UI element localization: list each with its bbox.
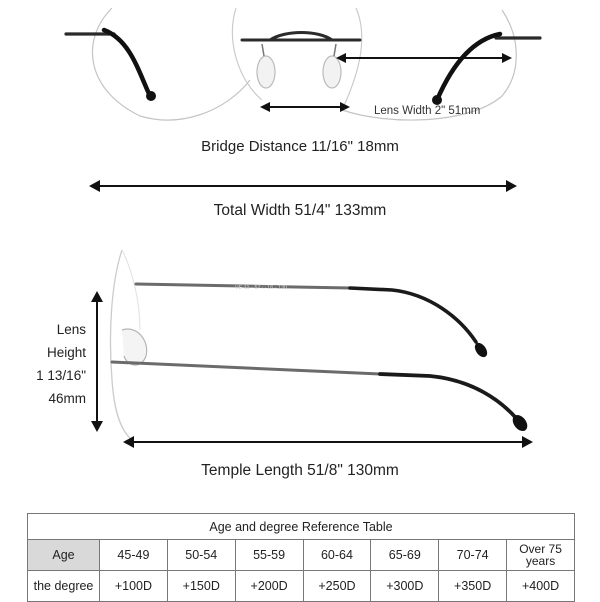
degree-header: the degree	[28, 571, 100, 602]
lower-temple	[112, 362, 380, 374]
total-width-arrow	[89, 180, 517, 192]
side-nose-pad	[122, 329, 147, 365]
left-lens-outline	[92, 8, 250, 120]
lens-width-arrow	[336, 53, 512, 63]
age-cell: 60-64	[303, 540, 371, 571]
upper-temple-sleeve	[350, 288, 476, 342]
lens-height-line: 46mm	[48, 391, 86, 406]
front-view	[66, 8, 540, 120]
degree-cell: +200D	[235, 571, 303, 602]
degree-cell: +300D	[371, 571, 439, 602]
left-temple-arm	[104, 30, 150, 96]
left-temple-tip	[146, 91, 156, 101]
degree-row	[28, 571, 575, 602]
right-temple-arm	[437, 34, 500, 100]
age-row	[28, 540, 575, 571]
lower-temple-sleeve	[380, 374, 516, 418]
temple-print: VE 11 · 57 □ 18 · 130	[235, 285, 288, 291]
degree-cell: +150D	[167, 571, 235, 602]
temple-length-arrow	[123, 436, 533, 448]
side-view	[91, 250, 533, 448]
lens-width-label: Lens Width 2" 51mm	[374, 105, 481, 117]
age-cell: Over 75 years	[507, 540, 575, 571]
age-cell: 70-74	[439, 540, 507, 571]
center-left-lens-outline	[232, 8, 262, 100]
right-nose-pad	[323, 56, 341, 88]
age-degree-table	[27, 513, 575, 602]
lens-height-line: Lens	[56, 322, 86, 337]
age-header: Age	[28, 540, 100, 571]
lens-height-line: Height	[46, 345, 86, 360]
age-cell: 65-69	[371, 540, 439, 571]
degree-cell: +350D	[439, 571, 507, 602]
bridge-arrow	[260, 102, 350, 112]
total-width-label: Total Width 51/4" 133mm	[213, 202, 387, 219]
right-lens-outline	[342, 10, 516, 120]
age-cell: 55-59	[235, 540, 303, 571]
lens-height-arrow	[91, 291, 103, 432]
bridge-distance-label: Bridge Distance 11/16" 18mm	[201, 138, 399, 155]
temple-length-label: Temple Length 51/8" 130mm	[201, 462, 399, 479]
age-cell: 50-54	[167, 540, 235, 571]
degree-cell: +250D	[303, 571, 371, 602]
age-cell: 45-49	[100, 540, 168, 571]
left-nose-pad	[257, 56, 275, 88]
right-temple-tip	[432, 95, 442, 105]
table-title: Age and degree Reference Table	[28, 514, 575, 540]
lens-height-line: 1 13/16"	[36, 368, 86, 383]
lens-height-label	[34, 318, 86, 410]
degree-cell: +400D	[507, 571, 575, 602]
degree-cell: +100D	[100, 571, 168, 602]
